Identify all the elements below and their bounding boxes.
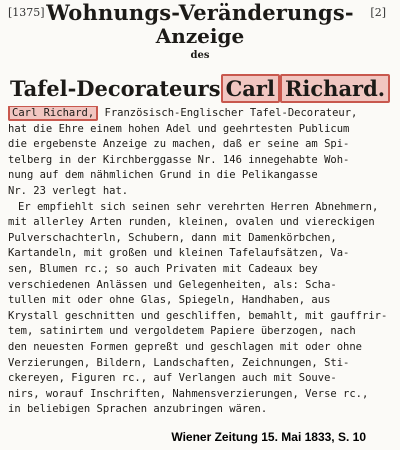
announcement-subtitle: Anzeige [155,24,245,48]
body-line: mit allerley Arten runden, kleinen, ovalen und viereckigen [8,216,375,229]
highlight-name-last: Richard. [280,74,390,103]
announcement-des: des [190,50,210,61]
body-line: Carl Richard, Französisch-Englischer Tafel-Decorateur, [8,106,392,122]
body-line: in beliebigen Sprachen anzubringen wären. [8,403,268,416]
body-line: Nr. 23 verlegt hat. [8,184,129,197]
article-body [8,106,392,418]
body-line: tullen mit oder ohne Glas, Spiegeln, Handhaben, aus [8,294,331,307]
body-line: Pulverschachterln, Schubern, dann mit Damenkörbchen, [8,231,337,244]
page-number-left: [1375] [8,6,45,19]
body-line: nung auf dem nähmlichen Grund in die Pelikangasse [8,169,318,182]
page-number-right: [2] [370,6,386,19]
body-line: ckereyen, Figuren rc., auf Verlangen auch mit Souve- [8,372,337,385]
body-line: den neuesten Formen gepreßt und geschlagen mit oder ohne [8,340,363,353]
body-line: Kartandeln, mit großen und kleinen Tafelaufsätzen, Va- [8,247,350,260]
body-line: Krystall geschnitten und geschliffen, bemahlt, mit gauffrir- [8,309,388,322]
highlight-name-inline: Carl Richard, [8,106,98,121]
body-line: Verzierungen, Bildern, Landschaften, Zeichnungen, Sti- [8,356,350,369]
body-line: die ergebenste Anzeige zu machen, daß er seine am Spi- [8,138,350,151]
body-line: tem, satinirtem und vergoldetem Papiere überzogen, nach [8,325,356,338]
trade-title: Tafel-Decorateurs [10,76,221,101]
source-caption: Wiener Zeitung 15. Mai 1833, S. 10 [171,430,366,444]
body-line: Er empfiehlt sich seinen sehr verehrten Herren Abnehmern, [18,200,379,213]
announcement-heading-name [10,74,390,103]
body-line: nirs, worauf Inschriften, Nahmensverzierungen, Verse rc., [8,387,369,400]
body-line: sen, Blumen rc.; so auch Privaten mit Cadeaux bey [8,262,318,275]
highlight-name-first: Carl [221,74,280,103]
body-line: verschiedenen Anlässen und Gelegenheiten, als: Scha- [8,278,337,291]
body-line: telberg in der Kirchberggasse Nr. 146 innegehabte Woh- [8,153,350,166]
announcement-title: Wohnungs-Veränderungs- [46,0,354,25]
body-line: hat die Ehre einem hohen Adel und geehrtesten Publicum [8,122,350,135]
